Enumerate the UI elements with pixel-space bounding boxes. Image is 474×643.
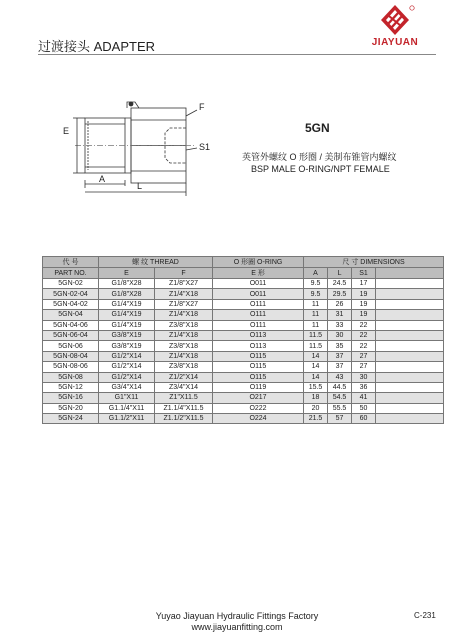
cell-blank (376, 362, 444, 372)
cell-a: 11 (304, 299, 328, 309)
header-s1: S1 (352, 268, 376, 279)
table-row (43, 310, 444, 320)
page-title: 过渡接头 ADAPTER (38, 39, 156, 54)
cell-e: G3/8"X19 (99, 341, 155, 351)
table-row (43, 403, 444, 413)
cell-a: 14 (304, 351, 328, 361)
dimension-e-label: E (63, 126, 70, 136)
cell-e: G1/8"X28 (99, 289, 155, 299)
logo-brand-name: JIAYUAN (371, 37, 419, 48)
thread-f-label: F (199, 102, 205, 112)
cell-l: 37 (328, 351, 352, 361)
company-logo (355, 4, 435, 52)
cell-l: 35 (328, 341, 352, 351)
cell-l: 37 (328, 362, 352, 372)
cell-oring: O115 (213, 362, 304, 372)
cell-blank (376, 279, 444, 289)
table-row (43, 279, 444, 289)
cell-oring: O224 (213, 414, 304, 424)
cell-a: 11.5 (304, 341, 328, 351)
header-l: L (328, 268, 352, 279)
cell-f: Z1/8"X27 (155, 279, 213, 289)
cell-a: 11 (304, 320, 328, 330)
cell-oring: O113 (213, 341, 304, 351)
cell-l: 54.5 (328, 393, 352, 403)
cell-s1: 22 (352, 330, 376, 340)
cell-e: G1.1/2"X11 (99, 414, 155, 424)
cell-l: 31 (328, 310, 352, 320)
cell-a: 20 (304, 403, 328, 413)
table-row (43, 299, 444, 309)
cell-s1: 27 (352, 351, 376, 361)
cell-e: G1/8"X28 (99, 279, 155, 289)
table-row (43, 330, 444, 340)
cell-e: G3/4"X14 (99, 382, 155, 392)
cell-s1: 22 (352, 320, 376, 330)
cell-oring: O011 (213, 289, 304, 299)
cell-a: 15.5 (304, 382, 328, 392)
cell-part: 5GN-04-02 (43, 299, 99, 309)
cell-e: G1/4"X19 (99, 310, 155, 320)
cell-f: Z1/4"X18 (155, 310, 213, 320)
cell-a: 11 (304, 310, 328, 320)
cell-s1: 27 (352, 362, 376, 372)
cell-oring: O119 (213, 382, 304, 392)
table-row (43, 414, 444, 424)
cell-oring: O115 (213, 351, 304, 361)
cell-f: Z1/4"X18 (155, 289, 213, 299)
cell-l: 33 (328, 320, 352, 330)
table-row (43, 393, 444, 403)
cell-part: 5GN-12 (43, 382, 99, 392)
cell-part: 5GN-08-06 (43, 362, 99, 372)
product-description-en: BSP MALE O-RING/NPT FEMALE (251, 164, 390, 174)
cell-a: 9.5 (304, 289, 328, 299)
cell-a: 9.5 (304, 279, 328, 289)
cell-oring: O222 (213, 403, 304, 413)
cell-e: G1/4"X19 (99, 320, 155, 330)
cell-part: 5GN-02 (43, 279, 99, 289)
cell-part: 5GN-16 (43, 393, 99, 403)
cell-part: 5GN-24 (43, 414, 99, 424)
header-a: A (304, 268, 328, 279)
spec-table (42, 256, 444, 424)
cell-oring: O011 (213, 279, 304, 289)
cell-part: 5GN-04-06 (43, 320, 99, 330)
cell-f: Z3/4"X14 (155, 382, 213, 392)
header-part-no: PART NO. (43, 268, 99, 279)
header-e: E (99, 268, 155, 279)
cell-s1: 19 (352, 289, 376, 299)
cell-s1: 30 (352, 372, 376, 382)
cell-blank (376, 310, 444, 320)
cell-s1: 19 (352, 310, 376, 320)
header-oring-type: E 形 (213, 268, 304, 279)
cell-oring: O113 (213, 330, 304, 340)
cell-e: G1.1/4"X11 (99, 403, 155, 413)
cell-blank (376, 382, 444, 392)
product-code: 5GN (305, 121, 330, 135)
cell-blank (376, 372, 444, 382)
cell-oring: O217 (213, 393, 304, 403)
cell-s1: 22 (352, 341, 376, 351)
cell-e: G1/2"X14 (99, 362, 155, 372)
header-dimensions: 尺 寸 DIMENSIONS (304, 257, 444, 268)
page-number: C-231 (414, 611, 436, 620)
cell-l: 24.5 (328, 279, 352, 289)
table-row (43, 351, 444, 361)
cell-s1: 36 (352, 382, 376, 392)
cell-oring: O111 (213, 320, 304, 330)
footer-company: Yuyao Jiayuan Hydraulic Fittings Factory (155, 611, 319, 621)
cell-part: 5GN-02-04 (43, 289, 99, 299)
product-description-cn: 英管外螺纹 O 形圈 / 美制布锥管内螺纹 (242, 152, 397, 162)
cell-l: 44.5 (328, 382, 352, 392)
table-row (43, 320, 444, 330)
hex-s1-label: S1 (199, 142, 211, 152)
cell-part: 5GN-20 (43, 403, 99, 413)
cell-blank (376, 330, 444, 340)
cell-e: G1/4"X19 (99, 299, 155, 309)
cell-f: Z3/8"X18 (155, 362, 213, 372)
cell-s1: 41 (352, 393, 376, 403)
cell-a: 14 (304, 372, 328, 382)
cell-a: 21.5 (304, 414, 328, 424)
table-row (43, 372, 444, 382)
cell-f: Z3/8"X18 (155, 320, 213, 330)
cell-f: Z1/2"X14 (155, 372, 213, 382)
table-header-row-2 (43, 268, 444, 279)
header-thread: 螺 纹 THREAD (99, 257, 213, 268)
header-f: F (155, 268, 213, 279)
header-part: 代 号 (43, 257, 99, 268)
cell-l: 26 (328, 299, 352, 309)
cell-s1: 60 (352, 414, 376, 424)
header-oring: O 形圈 O-RING (213, 257, 304, 268)
table-header-row-1 (43, 257, 444, 268)
cell-part: 5GN-06 (43, 341, 99, 351)
cell-f: Z1"X11.5 (155, 393, 213, 403)
dimension-l-label: L (137, 181, 143, 191)
cell-f: Z1.1/4"X11.5 (155, 403, 213, 413)
cell-s1: 17 (352, 279, 376, 289)
cell-l: 30 (328, 330, 352, 340)
cell-e: G3/8"X19 (99, 330, 155, 340)
table-row (43, 341, 444, 351)
cell-oring: O115 (213, 372, 304, 382)
logo-mark-icon (355, 4, 435, 38)
cell-blank (376, 341, 444, 351)
cell-part: 5GN-08-04 (43, 351, 99, 361)
cell-l: 55.5 (328, 403, 352, 413)
cell-a: 11.5 (304, 330, 328, 340)
cell-part: 5GN-04 (43, 310, 99, 320)
cell-oring: O111 (213, 310, 304, 320)
cell-f: Z1/4"X18 (155, 330, 213, 340)
cell-e: G1/2"X14 (99, 351, 155, 361)
cell-blank (376, 320, 444, 330)
cell-e: G1"X11 (99, 393, 155, 403)
cell-s1: 19 (352, 299, 376, 309)
cell-a: 18 (304, 393, 328, 403)
cell-blank (376, 414, 444, 424)
adapter-drawing (55, 88, 255, 198)
dimension-a-label: A (99, 174, 106, 184)
cell-e: G1/2"X14 (99, 372, 155, 382)
cell-f: Z1.1/2"X11.5 (155, 414, 213, 424)
table-row (43, 289, 444, 299)
cell-l: 57 (328, 414, 352, 424)
table-row (43, 362, 444, 372)
cell-l: 43 (328, 372, 352, 382)
cell-blank (376, 403, 444, 413)
cell-part: 5GN-06-04 (43, 330, 99, 340)
cell-blank (376, 393, 444, 403)
cell-blank (376, 351, 444, 361)
cell-f: Z1/4"X18 (155, 351, 213, 361)
header-blank (376, 268, 444, 279)
cell-blank (376, 299, 444, 309)
table-row (43, 382, 444, 392)
cell-f: Z1/8"X27 (155, 299, 213, 309)
cell-f: Z3/8"X18 (155, 341, 213, 351)
cell-oring: O111 (213, 299, 304, 309)
header-divider (38, 54, 436, 55)
cell-s1: 50 (352, 403, 376, 413)
cell-part: 5GN-08 (43, 372, 99, 382)
cell-a: 14 (304, 362, 328, 372)
footer-website: www.jiayuanfitting.com (191, 622, 283, 632)
cell-l: 29.5 (328, 289, 352, 299)
cell-blank (376, 289, 444, 299)
